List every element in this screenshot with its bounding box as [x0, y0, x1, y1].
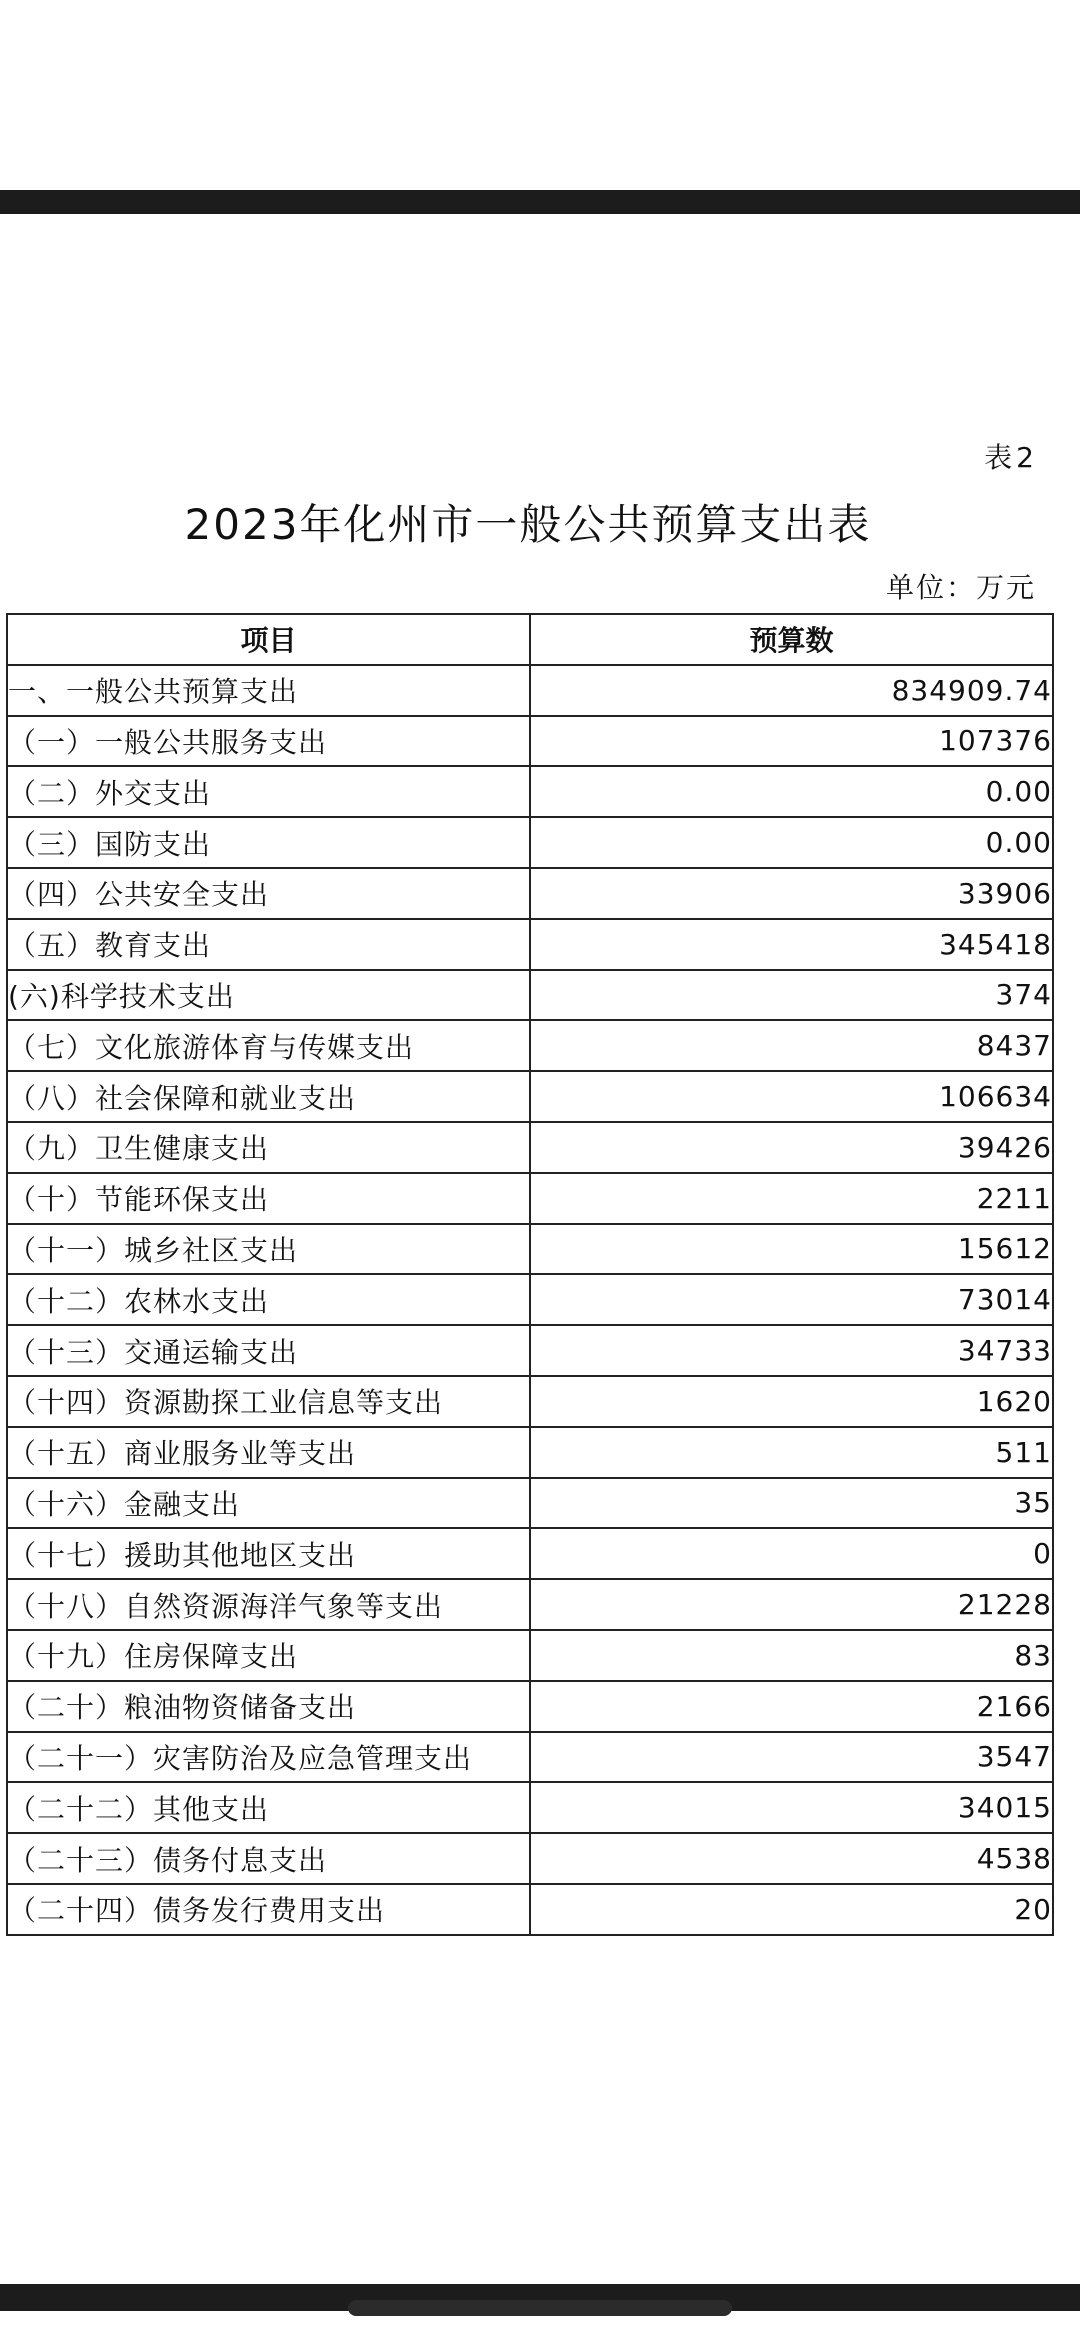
row-item-name: （十二）农林水支出 [7, 1274, 530, 1325]
row-item-name: （一）一般公共服务支出 [7, 716, 530, 767]
table-row [7, 1528, 1053, 1579]
row-amount: 21228 [530, 1579, 1053, 1630]
table-row [7, 1173, 1053, 1224]
row-item-name: （二十二）其他支出 [7, 1782, 530, 1833]
row-amount: 0.00 [530, 817, 1053, 868]
row-item-name: （十一）城乡社区支出 [7, 1224, 530, 1275]
row-amount: 8437 [530, 1020, 1053, 1071]
row-item-name: （八）社会保障和就业支出 [7, 1071, 530, 1122]
row-item-name: （十六）金融支出 [7, 1478, 530, 1529]
row-item-name: （九）卫生健康支出 [7, 1122, 530, 1173]
table-row [7, 1427, 1053, 1478]
table-row [7, 817, 1053, 868]
table-row [7, 665, 1053, 716]
row-amount: 107376 [530, 716, 1053, 767]
table-header-row [7, 614, 1053, 665]
row-item-name: （十四）资源勘探工业信息等支出 [7, 1376, 530, 1427]
row-item-name: （十三）交通运输支出 [7, 1325, 530, 1376]
row-amount: 20 [530, 1884, 1053, 1935]
table-row [7, 1071, 1053, 1122]
table-row [7, 1224, 1053, 1275]
row-item-name: （十九）住房保障支出 [7, 1630, 530, 1681]
row-item-name: （二十四）债务发行费用支出 [7, 1884, 530, 1935]
budget-table [6, 613, 1054, 1936]
row-item-name: （十八）自然资源海洋气象等支出 [7, 1579, 530, 1630]
header-item: 项目 [7, 614, 530, 665]
row-amount: 1620 [530, 1376, 1053, 1427]
row-amount: 834909.74 [530, 665, 1053, 716]
row-item-name: （二十）粮油物资储备支出 [7, 1681, 530, 1732]
table-row [7, 716, 1053, 767]
row-amount: 34015 [530, 1782, 1053, 1833]
row-item-name: (六)科学技术支出 [7, 970, 530, 1021]
table-row [7, 1376, 1053, 1427]
row-amount: 83 [530, 1630, 1053, 1681]
row-item-name: （二十一）灾害防治及应急管理支出 [7, 1732, 530, 1783]
row-item-name: （三）国防支出 [7, 817, 530, 868]
row-amount: 73014 [530, 1274, 1053, 1325]
row-item-name: （五）教育支出 [7, 919, 530, 970]
row-amount: 34733 [530, 1325, 1053, 1376]
table-row [7, 1478, 1053, 1529]
row-amount: 35 [530, 1478, 1053, 1529]
table-row [7, 1732, 1053, 1783]
table-row [7, 868, 1053, 919]
table-row [7, 1020, 1053, 1071]
table-row [7, 1782, 1053, 1833]
row-item-name: （七）文化旅游体育与传媒支出 [7, 1020, 530, 1071]
row-amount: 3547 [530, 1732, 1053, 1783]
header-budget: 预算数 [530, 614, 1053, 665]
row-item-name: （二十三）债务付息支出 [7, 1833, 530, 1884]
row-item-name: （二）外交支出 [7, 766, 530, 817]
row-amount: 4538 [530, 1833, 1053, 1884]
row-amount: 2166 [530, 1681, 1053, 1732]
table-number: 表2 [984, 441, 1038, 474]
row-amount: 33906 [530, 868, 1053, 919]
home-indicator[interactable] [348, 2300, 732, 2316]
row-item-name: （十七）援助其他地区支出 [7, 1528, 530, 1579]
table-row [7, 1325, 1053, 1376]
row-amount: 0.00 [530, 766, 1053, 817]
row-amount: 15612 [530, 1224, 1053, 1275]
table-row [7, 919, 1053, 970]
row-item-name: （十）节能环保支出 [7, 1173, 530, 1224]
top-black-bar [0, 190, 1080, 214]
row-amount: 0 [530, 1528, 1053, 1579]
row-amount: 106634 [530, 1071, 1053, 1122]
row-amount: 39426 [530, 1122, 1053, 1173]
row-item-name: （四）公共安全支出 [7, 868, 530, 919]
row-amount: 511 [530, 1427, 1053, 1478]
row-amount: 345418 [530, 919, 1053, 970]
table-row [7, 766, 1053, 817]
table-row [7, 1274, 1053, 1325]
table-row [7, 970, 1053, 1021]
row-amount: 2211 [530, 1173, 1053, 1224]
table-row [7, 1579, 1053, 1630]
table-row [7, 1681, 1053, 1732]
table-row [7, 1833, 1053, 1884]
unit-label: 单位：万元 [885, 571, 1036, 604]
row-item-name: （十五）商业服务业等支出 [7, 1427, 530, 1478]
table-row [7, 1630, 1053, 1681]
table-row [7, 1884, 1053, 1935]
row-amount: 374 [530, 970, 1053, 1021]
page-title: 2023年化州市一般公共预算支出表 [184, 500, 872, 549]
table-row [7, 1122, 1053, 1173]
row-item-name: 一、一般公共预算支出 [7, 665, 530, 716]
